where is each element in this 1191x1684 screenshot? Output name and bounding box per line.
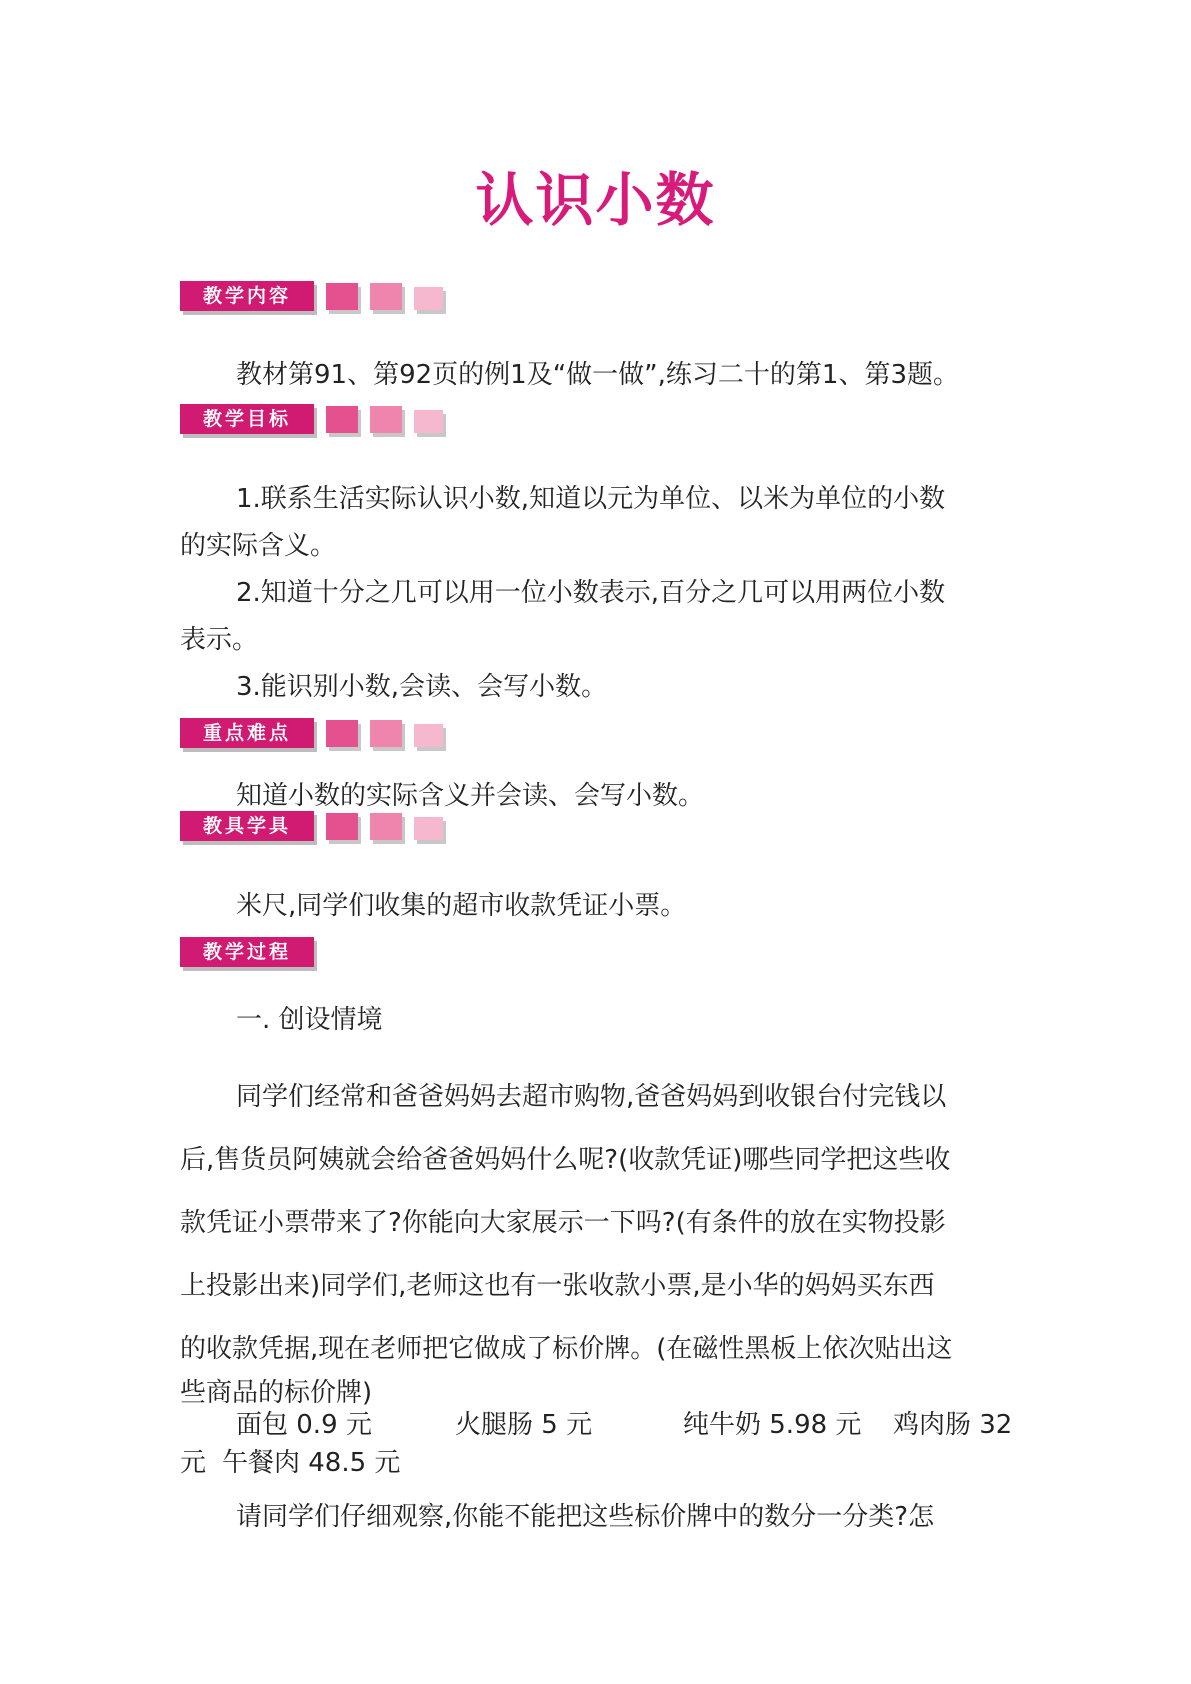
decor-square	[326, 283, 358, 310]
page-title: 认识小数	[475, 166, 716, 234]
price-chicken: 鸡肉肠 32	[893, 1410, 1013, 1440]
decor-square	[326, 813, 358, 840]
section-label: 教学过程	[180, 937, 314, 967]
decor-square	[414, 410, 443, 433]
decor-square	[370, 283, 402, 310]
section-label: 教具学具	[180, 811, 314, 841]
process-question-line: 请同学们仔细观察,你能不能把这些标价牌中的数分一分类?怎	[236, 1502, 935, 1532]
price-ham: 火腿肠 5 元	[455, 1410, 593, 1440]
section-label: 教学目标	[180, 404, 314, 434]
decor-square	[370, 813, 402, 840]
process-para-line: 款凭证小票带来了?你能向大家展示一下吗?(有条件的放在实物投影	[180, 1208, 946, 1238]
key-text: 知道小数的实际含义并会读、会写小数。	[236, 781, 705, 811]
decor-square	[414, 287, 443, 310]
goal-1-line-1: 1.联系生活实际认识小数,知道以元为单位、以米为单位的小数	[236, 484, 946, 514]
goal-1-line-2: 的实际含义。	[180, 531, 337, 561]
process-step-1: 一. 创设情境	[236, 1005, 383, 1035]
price-milk: 纯牛奶 5.98 元	[683, 1410, 862, 1440]
process-para-line: 上投影出来)同学们,老师这也有一张收款小票,是小华的妈妈买东西	[180, 1271, 935, 1301]
decor-square	[414, 817, 443, 840]
process-para-line: 后,售货员阿姨就会给爸爸妈妈什么呢?(收款凭证)哪些同学把这些收	[180, 1145, 951, 1175]
price-chicken-unit: 元	[180, 1448, 207, 1478]
decor-square	[326, 720, 358, 747]
decor-square	[370, 406, 402, 433]
decor-square	[414, 724, 443, 747]
process-para-line: 的收款凭据,现在老师把它做成了标价牌。(在磁性黑板上依次贴出这	[180, 1334, 953, 1364]
section-label: 教学内容	[180, 281, 314, 311]
section-label: 重点难点	[180, 718, 314, 748]
process-para-line: 同学们经常和爸爸妈妈去超市购物,爸爸妈妈到收银台付完钱以	[236, 1082, 947, 1112]
price-bread: 面包 0.9 元	[236, 1410, 372, 1440]
decor-square	[326, 406, 358, 433]
decor-square	[370, 720, 402, 747]
tools-text: 米尺,同学们收集的超市收款凭证小票。	[236, 891, 687, 921]
price-lunch-meat: 午餐肉 48.5 元	[222, 1448, 401, 1478]
process-para-line: 些商品的标价牌)	[180, 1378, 373, 1408]
goal-3: 3.能识别小数,会读、会写小数。	[236, 672, 608, 702]
content-text: 教材第91、第92页的例1及“做一做”,练习二十的第1、第3题。	[236, 360, 959, 390]
goal-2-line-2: 表示。	[180, 625, 259, 655]
goal-2-line-1: 2.知道十分之几可以用一位小数表示,百分之几可以用两位小数	[236, 578, 946, 608]
